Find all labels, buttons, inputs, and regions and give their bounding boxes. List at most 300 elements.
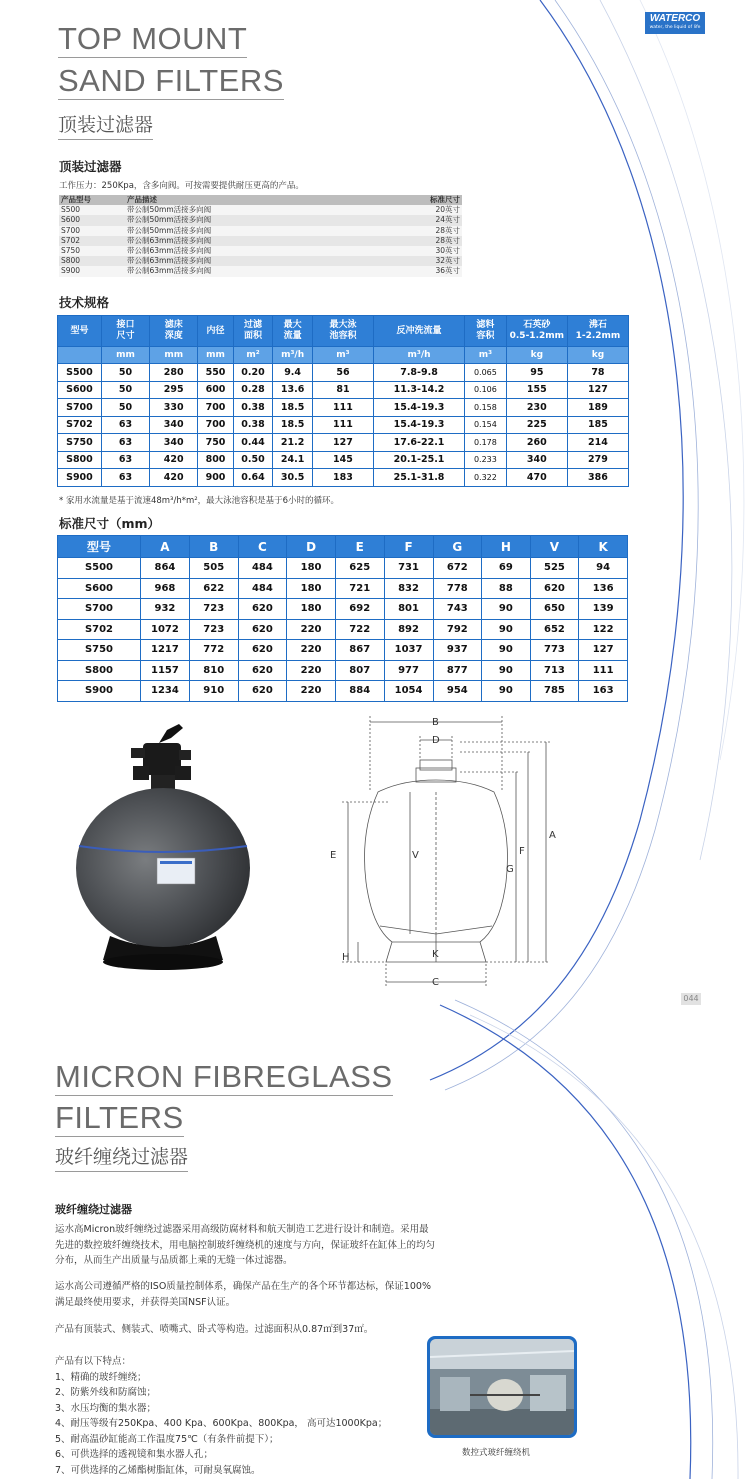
cell: S800: [58, 451, 102, 469]
cell: 20英寸: [398, 205, 462, 215]
cell: 650: [530, 599, 579, 620]
cell: S702: [59, 236, 125, 246]
cell: S900: [58, 681, 141, 702]
unit-cell: m³/h: [373, 347, 464, 364]
cell: 18.5: [273, 416, 313, 434]
cell: 773: [530, 640, 579, 661]
cell: 220: [287, 681, 336, 702]
spec-footnote: * 家用水流量是基于流速48m³/h*m²，最大泳池容积是基于6小时的循环。: [59, 496, 340, 506]
cell: S800: [58, 660, 141, 681]
table-row: [58, 619, 628, 640]
table-row: [58, 469, 629, 487]
cell: S500: [58, 558, 141, 579]
section2-para1: [55, 1222, 435, 1269]
cell: 0.38: [233, 416, 273, 434]
dimension-diagram: [320, 712, 560, 997]
paragraph-line: 产品有顶装式、侧装式、喷嘴式、卧式等构造。过滤面积从0.87㎡到37㎡。: [55, 1324, 374, 1335]
cell: 713: [530, 660, 579, 681]
cell: 279: [567, 451, 628, 469]
cell: 95: [506, 364, 567, 382]
col-header-line2: 容积: [476, 331, 495, 341]
table-row: [58, 381, 629, 399]
cell: 864: [140, 558, 189, 579]
dim-label-h: H: [342, 952, 350, 963]
cell: 20.1-25.1: [373, 451, 464, 469]
cell: 785: [530, 681, 579, 702]
col-header-line1: 滤料: [476, 320, 495, 330]
product-heading: 顶装过滤器: [59, 159, 122, 174]
cell: 63: [101, 434, 149, 452]
col-header: A: [140, 536, 189, 558]
cell: 620: [238, 660, 287, 681]
table-row: [58, 558, 628, 579]
cell: 63: [101, 451, 149, 469]
cell: 13.6: [273, 381, 313, 399]
col-header: 产品型号: [59, 195, 125, 205]
cell: 90: [482, 660, 530, 681]
cell: 807: [335, 660, 384, 681]
cell: 带公制50mm活接多向阀: [125, 226, 398, 236]
cell: 0.322: [465, 469, 507, 487]
cell: 280: [150, 364, 198, 382]
cell: 28英寸: [398, 236, 462, 246]
cell: 28英寸: [398, 226, 462, 236]
cell: 625: [335, 558, 384, 579]
cell: 1037: [384, 640, 433, 661]
cell: 386: [567, 469, 628, 487]
section2-title-en-line2: FILTERS: [55, 1100, 184, 1135]
col-header-line1: 滤床: [164, 320, 183, 330]
cell: S750: [58, 434, 102, 452]
cell: 78: [567, 364, 628, 382]
cell: 622: [189, 578, 238, 599]
cell: 21.2: [273, 434, 313, 452]
cell: 867: [335, 640, 384, 661]
unit-cell: kg: [506, 347, 567, 364]
table-row: [58, 640, 628, 661]
cell: 180: [287, 558, 336, 579]
dim-label-k: K: [432, 949, 439, 960]
col-header: [233, 316, 273, 347]
unit-cell: mm: [150, 347, 198, 364]
cell: 90: [482, 681, 530, 702]
cell: 470: [506, 469, 567, 487]
cell: 600: [198, 381, 233, 399]
sand-filter-image: [75, 718, 285, 993]
section2-para3: [55, 1322, 373, 1338]
table-row: [59, 226, 462, 236]
cell: 295: [150, 381, 198, 399]
dim-label-e: E: [330, 850, 337, 861]
cell: 550: [198, 364, 233, 382]
cell: 180: [287, 599, 336, 620]
size-table-header: [58, 536, 628, 558]
dim-label-g: G: [506, 864, 514, 875]
cell: 220: [287, 640, 336, 661]
cell: 127: [567, 381, 628, 399]
cell: S800: [59, 256, 125, 266]
cell: 189: [567, 399, 628, 417]
cell: 420: [150, 451, 198, 469]
cell: 32英寸: [398, 256, 462, 266]
table-row: [58, 399, 629, 417]
cell: 1217: [140, 640, 189, 661]
col-header-line1: 沸石: [588, 320, 607, 330]
cell: 620: [238, 681, 287, 702]
cell: 9.4: [273, 364, 313, 382]
cell: 50: [101, 364, 149, 382]
table-row: [59, 246, 462, 256]
unit-cell: kg: [567, 347, 628, 364]
col-header-line1: 石英砂: [523, 320, 551, 330]
cell: S600: [58, 578, 141, 599]
cell: 620: [238, 599, 287, 620]
cell: 50: [101, 399, 149, 417]
cell: 1234: [140, 681, 189, 702]
cell: 0.50: [233, 451, 273, 469]
cell: 带公制50mm活接多向阀: [125, 215, 398, 225]
cell: 700: [198, 399, 233, 417]
cell: 420: [150, 469, 198, 487]
cell: 155: [506, 381, 567, 399]
cell: 0.20: [233, 364, 273, 382]
cell: 136: [579, 578, 628, 599]
cell: 801: [384, 599, 433, 620]
col-header: [373, 316, 464, 347]
list-item: 3、水压均衡的集水器；: [55, 1402, 157, 1414]
col-header-line2: 流量: [283, 331, 302, 341]
cell: 731: [384, 558, 433, 579]
cell: 0.28: [233, 381, 273, 399]
cell: 484: [238, 558, 287, 579]
dim-label-a: A: [549, 830, 556, 841]
cell: S600: [59, 215, 125, 225]
unit-cell: mm: [198, 347, 233, 364]
cell: 230: [506, 399, 567, 417]
unit-cell: mm: [101, 347, 149, 364]
cell: 122: [579, 619, 628, 640]
col-header: [506, 316, 567, 347]
cell: S600: [58, 381, 102, 399]
cell: 721: [335, 578, 384, 599]
list-item: 5、耐高温砂缸能高工作温度75℃（有条件前提下）；: [55, 1433, 279, 1445]
waterco-logo: WATERCO water, the liquid of life: [645, 12, 705, 34]
cell: 954: [433, 681, 482, 702]
cell: 145: [312, 451, 373, 469]
table-row: [58, 451, 629, 469]
section2-para2: [55, 1279, 431, 1310]
cell: 260: [506, 434, 567, 452]
col-header-line2: 1-2.2mm: [575, 331, 621, 341]
features-list: [55, 1354, 387, 1478]
cell: 0.158: [465, 399, 507, 417]
cell: 772: [189, 640, 238, 661]
cell: 884: [335, 681, 384, 702]
table-row: [58, 578, 628, 599]
cell: 带公制63mm活接多向阀: [125, 256, 398, 266]
cell: 1054: [384, 681, 433, 702]
cell: S700: [58, 399, 102, 417]
cell: 0.178: [465, 434, 507, 452]
table-row: [58, 660, 628, 681]
cell: S702: [58, 416, 102, 434]
cell: 7.8-9.8: [373, 364, 464, 382]
cell: 723: [189, 619, 238, 640]
col-header: F: [384, 536, 433, 558]
dim-label-b: B: [432, 717, 439, 728]
col-header-line1: 接口: [116, 320, 135, 330]
col-header: C: [238, 536, 287, 558]
col-header: 产品描述: [125, 195, 398, 205]
cell: 180: [287, 578, 336, 599]
cell: 163: [579, 681, 628, 702]
cell: 183: [312, 469, 373, 487]
col-header-line2: 面积: [243, 331, 262, 341]
cell: 185: [567, 416, 628, 434]
cell: 111: [312, 399, 373, 417]
cell: 743: [433, 599, 482, 620]
cell: 56: [312, 364, 373, 382]
cell: S500: [58, 364, 102, 382]
table-row: [59, 205, 462, 215]
table-row: [58, 681, 628, 702]
cell: 127: [312, 434, 373, 452]
table-row: [59, 215, 462, 225]
cell: 带公制63mm活接多向阀: [125, 246, 398, 256]
cell: 1072: [140, 619, 189, 640]
cell: 525: [530, 558, 579, 579]
cell: 94: [579, 558, 628, 579]
cell: 127: [579, 640, 628, 661]
cell: 977: [384, 660, 433, 681]
col-header: K: [579, 536, 628, 558]
size-heading: 标准尺寸（mm）: [59, 516, 161, 531]
cell: 220: [287, 660, 336, 681]
unit-cell: m³: [465, 347, 507, 364]
cell: S500: [59, 205, 125, 215]
col-header-line2: 深度: [164, 331, 183, 341]
col-header-line1: 最大泳: [329, 320, 357, 330]
cell: 620: [238, 619, 287, 640]
cell: 17.6-22.1: [373, 434, 464, 452]
list-item: 6、可供选择的透视镜和集水器人孔；: [55, 1449, 214, 1460]
cell: 692: [335, 599, 384, 620]
col-header: E: [335, 536, 384, 558]
cell: 700: [198, 416, 233, 434]
cell: 24英寸: [398, 215, 462, 225]
list-item: 2、防紫外线和防腐蚀；: [55, 1387, 157, 1398]
col-header: D: [287, 536, 336, 558]
col-header: [273, 316, 313, 347]
cell: 0.64: [233, 469, 273, 487]
cell: 910: [189, 681, 238, 702]
col-header: G: [433, 536, 482, 558]
cell: 505: [189, 558, 238, 579]
col-header-line1: 内径: [206, 325, 225, 336]
cell: 带公制50mm活接多向阀: [125, 205, 398, 215]
table-row: [58, 416, 629, 434]
section1-title-cn: 顶装过滤器: [58, 110, 153, 140]
dim-label-c: C: [432, 977, 439, 988]
cell: 1157: [140, 660, 189, 681]
col-header-line1: 最大: [283, 320, 302, 330]
cell: S702: [58, 619, 141, 640]
unit-cell: m³: [312, 347, 373, 364]
size-table: [57, 535, 628, 702]
col-header-line1: 反冲洗流量: [396, 325, 442, 336]
cell: 932: [140, 599, 189, 620]
product-subtitle: 工作压力：250Kpa，含多向阀。可按需要提供耐压更高的产品。: [59, 181, 304, 191]
cell: 892: [384, 619, 433, 640]
table-row: [59, 256, 462, 266]
col-header-line1: 过滤: [243, 320, 262, 330]
cell: 0.233: [465, 451, 507, 469]
cell: 30.5: [273, 469, 313, 487]
features-heading: 产品有以下特点：: [55, 1356, 132, 1367]
cell: 620: [530, 578, 579, 599]
cell: 225: [506, 416, 567, 434]
cell: 25.1-31.8: [373, 469, 464, 487]
product-table-header: [59, 195, 462, 205]
col-header: V: [530, 536, 579, 558]
table-row: [59, 266, 462, 276]
cell: S750: [58, 640, 141, 661]
photo-caption: 数控式玻纤缠绕机: [462, 1448, 531, 1458]
cell: 90: [482, 599, 530, 620]
cell: 50: [101, 381, 149, 399]
dim-label-f: F: [519, 846, 525, 857]
unit-cell: m²: [233, 347, 273, 364]
cell: S750: [59, 246, 125, 256]
cell: 484: [238, 578, 287, 599]
cell: 877: [433, 660, 482, 681]
col-header-line1: 型号: [70, 325, 89, 336]
spec-heading: 技术规格: [59, 295, 110, 310]
col-header: [567, 316, 628, 347]
col-header: [101, 316, 149, 347]
cell: 968: [140, 578, 189, 599]
cell: 88: [482, 578, 530, 599]
col-header: H: [482, 536, 530, 558]
paragraph-line: 分布，从而生产出质量与品质都上乘的无缝一体过滤器。: [55, 1255, 293, 1266]
col-header: B: [189, 536, 238, 558]
cell: 723: [189, 599, 238, 620]
spec-table-header: [58, 316, 629, 347]
col-header: 型号: [58, 536, 141, 558]
list-item: 7、可供选择的乙烯酯树脂缸体，可耐臭氧腐蚀。: [55, 1464, 261, 1476]
cell: 0.106: [465, 381, 507, 399]
cell: 0.154: [465, 416, 507, 434]
col-header: 标准尺寸: [398, 195, 462, 205]
product-table: [59, 195, 462, 277]
table-row: [58, 434, 629, 452]
cell: 330: [150, 399, 198, 417]
cell: S700: [59, 226, 125, 236]
cell: 24.1: [273, 451, 313, 469]
col-header: [198, 316, 233, 347]
list-item: 1、精确的玻纤缠绕；: [55, 1371, 147, 1383]
cell: S900: [59, 266, 125, 276]
cell: 792: [433, 619, 482, 640]
cell: 90: [482, 640, 530, 661]
cell: S900: [58, 469, 102, 487]
col-header: [58, 316, 102, 347]
dim-label-v: V: [412, 850, 419, 861]
cell: 0.38: [233, 399, 273, 417]
cell: S700: [58, 599, 141, 620]
cell: 652: [530, 619, 579, 640]
cell: 832: [384, 578, 433, 599]
spec-table-units: [58, 347, 629, 364]
cell: 111: [579, 660, 628, 681]
col-header: [312, 316, 373, 347]
cell: 15.4-19.3: [373, 399, 464, 417]
cell: 750: [198, 434, 233, 452]
cell: 18.5: [273, 399, 313, 417]
paragraph-line: 先进的数控玻纤缠绕技术，用电脑控制玻纤缠绕机的速度与方向，保证玻纤在缸体上的均匀: [55, 1239, 436, 1251]
cell: 900: [198, 469, 233, 487]
paragraph-line: 满足最终使用要求，并获得美国NSF认证。: [55, 1296, 236, 1308]
cell: 111: [312, 416, 373, 434]
cell: 36英寸: [398, 266, 462, 276]
cell: 90: [482, 619, 530, 640]
cell: 220: [287, 619, 336, 640]
cell: 340: [150, 434, 198, 452]
cell: 139: [579, 599, 628, 620]
cell: 30英寸: [398, 246, 462, 256]
cell: 340: [150, 416, 198, 434]
winding-machine-photo: [427, 1336, 577, 1438]
cell: 0.065: [465, 364, 507, 382]
section1-title-en-line2: SAND FILTERS: [58, 63, 284, 98]
paragraph-line: 运水高Micron玻纤缠绕过滤器采用高级防腐材料和航天制造工艺进行设计和制造。采用最: [55, 1224, 429, 1235]
unit-cell: m³/h: [273, 347, 313, 364]
col-header: [150, 316, 198, 347]
col-header-line2: 0.5-1.2mm: [509, 331, 565, 341]
cell: 63: [101, 416, 149, 434]
section1-title-en-line1: TOP MOUNT: [58, 21, 248, 56]
cell: 0.44: [233, 434, 273, 452]
section2-title-en-line1: MICRON FIBREGLASS: [55, 1059, 393, 1094]
table-row: [58, 364, 629, 382]
cell: 722: [335, 619, 384, 640]
cell: 810: [189, 660, 238, 681]
paragraph-line: 运水高公司遵循严格的ISO质量控制体系，确保产品在生产的各个环节都达标，保证100%: [55, 1281, 431, 1292]
cell: 778: [433, 578, 482, 599]
cell: 672: [433, 558, 482, 579]
section2-heading: 玻纤缠绕过滤器: [55, 1203, 132, 1216]
table-row: [58, 599, 628, 620]
cell: 63: [101, 469, 149, 487]
cell: 214: [567, 434, 628, 452]
cell: 69: [482, 558, 530, 579]
cell: 11.3-14.2: [373, 381, 464, 399]
cell: 带公制63mm活接多向阀: [125, 236, 398, 246]
col-header-line2: 尺寸: [116, 331, 135, 341]
section2-title-cn: 玻纤缠绕过滤器: [55, 1142, 188, 1172]
cell: 620: [238, 640, 287, 661]
cell: 81: [312, 381, 373, 399]
page-number: 044: [681, 993, 701, 1005]
list-item: 4、耐压等级有250Kpa、400 Kpa、600Kpa、800Kpa， 高可达1000Kpa；: [55, 1418, 388, 1429]
table-row: [59, 236, 462, 246]
cell: 15.4-19.3: [373, 416, 464, 434]
cell: 340: [506, 451, 567, 469]
unit-cell: [58, 347, 102, 364]
dim-label-d: D: [432, 735, 440, 746]
cell: 带公制63mm活接多向阀: [125, 266, 398, 276]
col-header-line2: 池容积: [329, 331, 357, 341]
